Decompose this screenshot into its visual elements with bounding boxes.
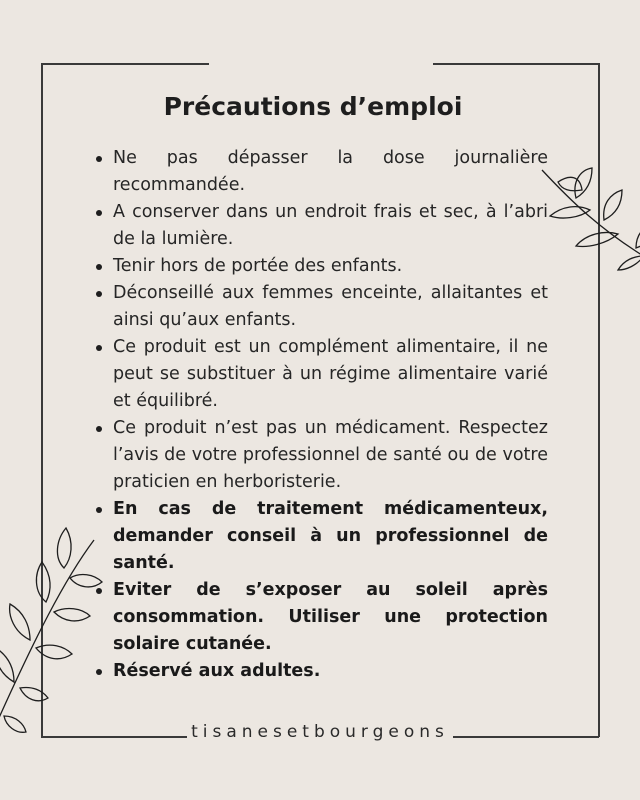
list-item [96, 415, 548, 496]
bullet-icon [96, 291, 102, 297]
bullet-icon [96, 507, 102, 513]
list-item-text: Ne pas dépasser la dose journalière recommandée. [113, 148, 548, 195]
precautions-list [96, 145, 548, 685]
list-item-text: Tenir hors de portée des enfants. [113, 256, 403, 276]
leaf-branch-right-icon [540, 160, 640, 300]
list-item [96, 334, 548, 415]
list-item-text: Eviter de s’exposer au soleil après consommation. Utiliser une protection solaire cutanée. [113, 580, 548, 654]
list-item [96, 280, 548, 334]
list-item-text: Ce produit est un complément alimentaire, il ne peut se substituer à un régime alimentaire varié et équilibré. [113, 337, 548, 411]
bullet-icon [96, 426, 102, 432]
list-item-text: A conserver dans un endroit frais et sec, à l’abri de la lumière. [113, 202, 548, 249]
list-item [96, 145, 548, 199]
list-item [96, 253, 548, 280]
list-item-text: Déconseillé aux femmes enceinte, allaitantes et ainsi qu’aux enfants. [113, 283, 548, 330]
list-item [96, 577, 548, 658]
brand-name: tisanesetbourgeons [187, 722, 453, 742]
bullet-icon [96, 669, 102, 675]
bullet-icon [96, 156, 102, 162]
list-item-text: Réservé aux adultes. [113, 661, 321, 681]
bullet-icon [96, 345, 102, 351]
list-item [96, 658, 548, 685]
list-item [96, 199, 548, 253]
list-item-text: Ce produit n’est pas un médicament. Respectez l’avis de votre professionnel de santé ou de votre praticien en herboristerie. [113, 418, 548, 492]
list-item [96, 496, 548, 577]
bullet-icon [96, 264, 102, 270]
bullet-icon [96, 588, 102, 594]
frame-top-right [433, 63, 599, 65]
list-item-text: En cas de traitement médicamenteux, demander conseil à un professionnel de santé. [113, 499, 548, 573]
frame-top-left [41, 63, 209, 65]
page-title: Précautions d’emploi [163, 92, 463, 121]
bullet-icon [96, 210, 102, 216]
footer-brand [0, 722, 640, 742]
